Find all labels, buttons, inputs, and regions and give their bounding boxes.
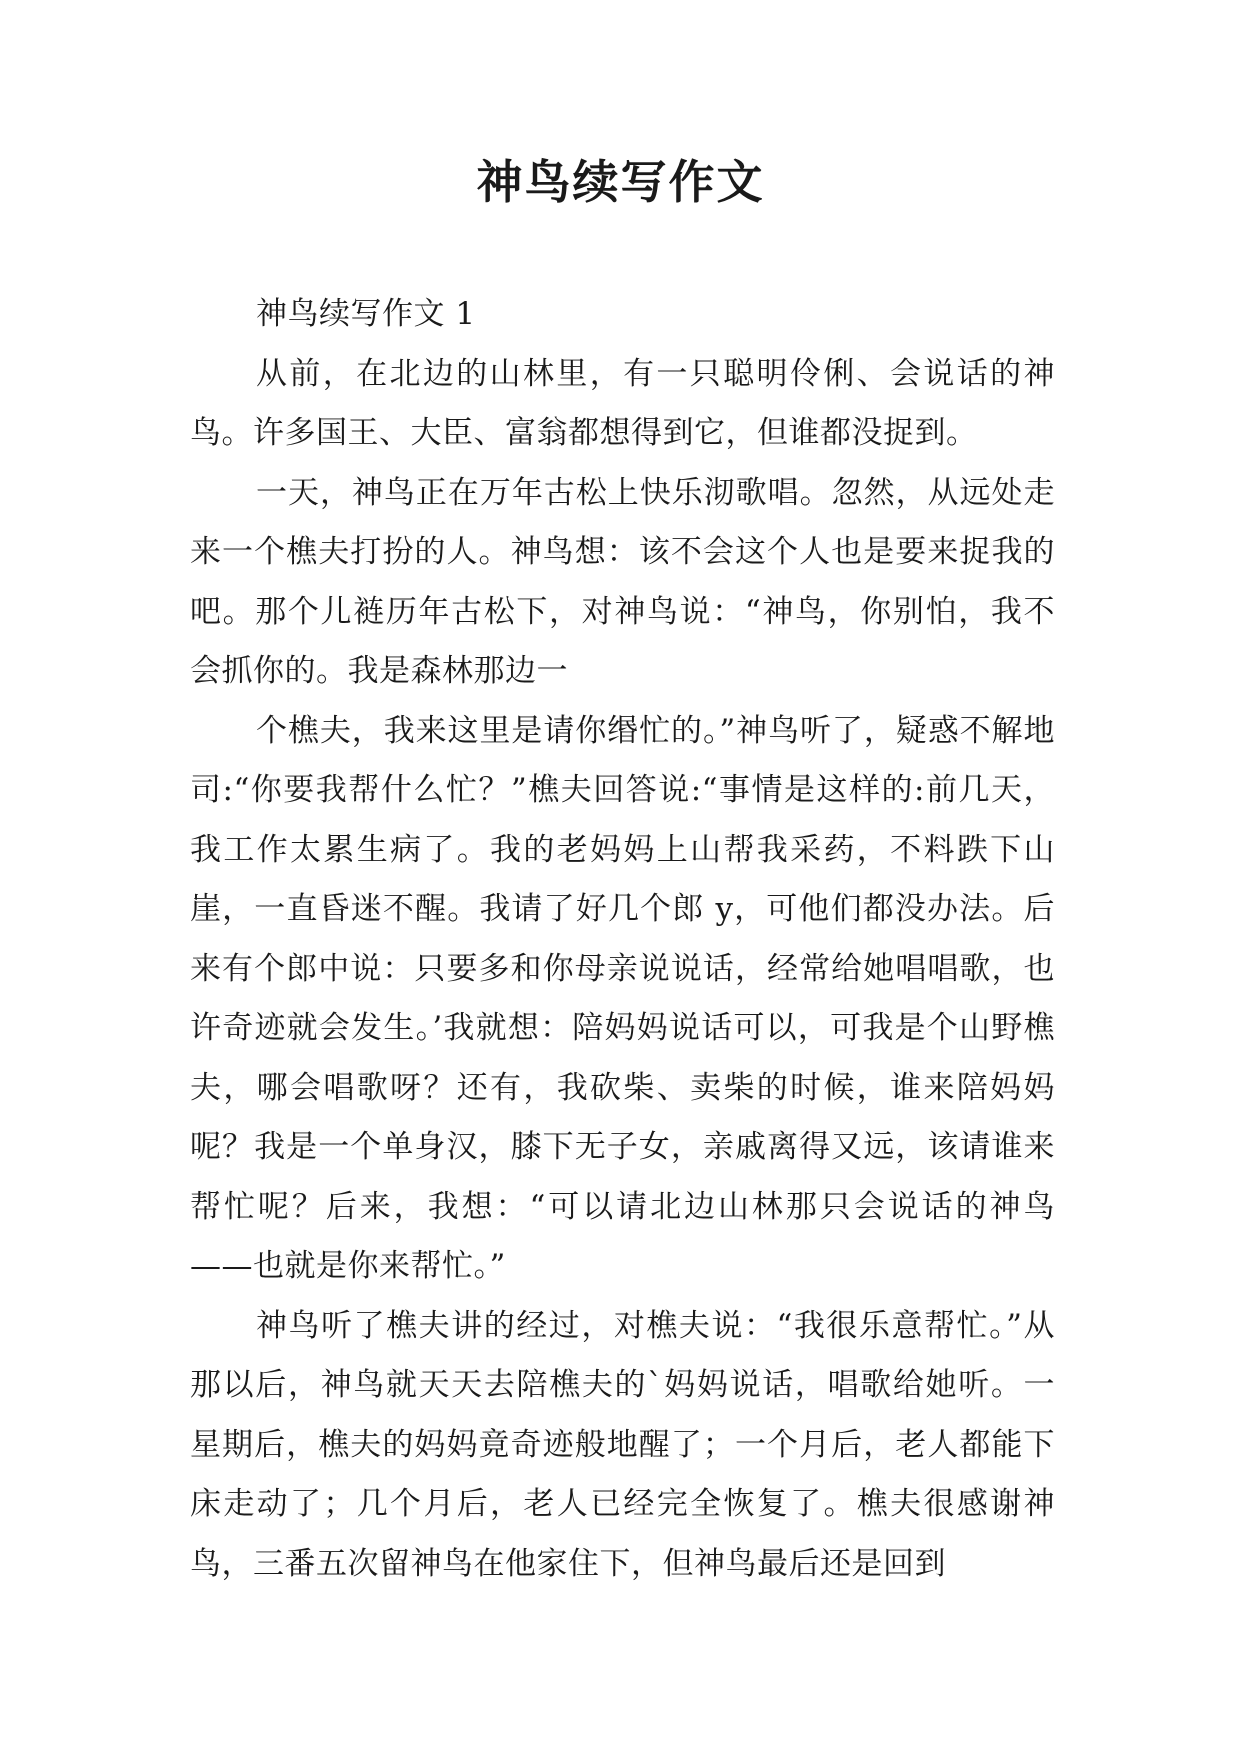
document-body (190, 285, 1055, 1594)
paragraph: 神鸟听了樵夫讲的经过，对樵夫说：“我很乐意帮忙。”从那以后，神鸟就天天去陪樵夫的`妈妈说话，唱歌给她听。一星期后，樵夫的妈妈竟奇迹般地醒了；一个月后，老人都能下床走动了；几个月后，老人已经完全恢复了。樵夫很感谢神鸟，三番五次留神鸟在他家住下，但神鸟最后还是回到 (190, 1307, 1055, 1582)
paragraph: 一天，神鸟正在万年古松上快乐沏歌唱。忽然，从远处走来一个樵夫打扮的人。神鸟想：该不会这个人也是要来捉我的吧。那个儿裢历年古松下，对神鸟说：“神鸟，你别怕，我不会抓你的。我是森林那边一 (190, 474, 1055, 689)
paragraph: 从前，在北边的山林里，有一只聪明伶俐、会说话的神鸟。许多国王、大臣、富翁都想得到它，但谁都没捉到。 (190, 355, 1055, 451)
section-heading: 神鸟续写作文 1 (256, 296, 476, 332)
paragraph: 个樵夫，我来这里是请你缗忙的。”神鸟听了，疑惑不解地司:“你要我帮什么忙？”樵夫回答说:“事情是这样的:前几天，我工作太累生病了。我的老妈妈上山帮我采药，不料跌下山崖，一直昏迷不醒。我请了好几个郎 y，可他们都没办法。后来有个郎中说：只要多和你母亲说说话，经常给她唱唱歌，也许奇迹就会发生。’我就想：陪妈妈说话可以，可我是个山野樵夫，哪会唱歌呀？还有，我砍柴、卖柴的时候，谁来陪妈妈呢？我是一个单身汉，膝下无子女，亲戚离得又远，该请谁来帮忙呢？后来，我想：“可以请北边山林那只会说话的神鸟——也就是你来帮忙。” (190, 712, 1055, 1284)
document-title: 神鸟续写作文 (476, 155, 765, 209)
